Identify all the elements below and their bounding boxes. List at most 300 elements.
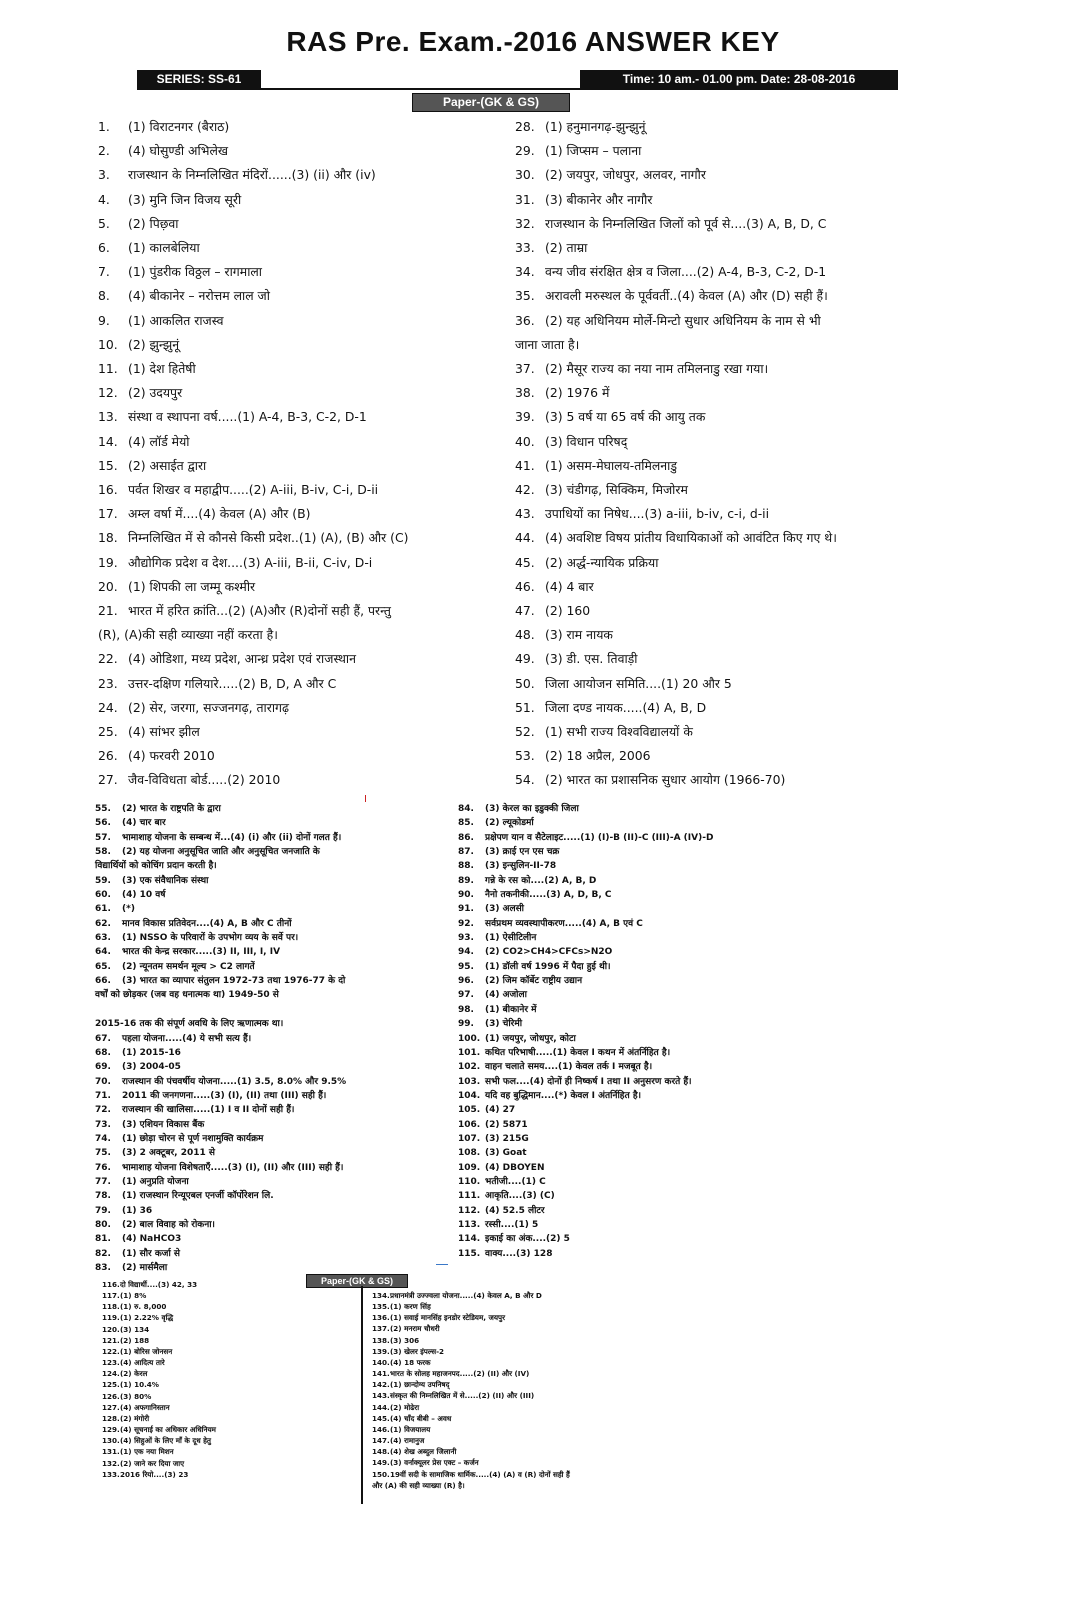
answer-number: 8. — [98, 288, 110, 304]
answer-text: (4) रामानुज — [390, 1436, 425, 1446]
answer-item — [515, 551, 915, 575]
answer-number: 87. — [458, 847, 474, 858]
answer-number: 148. — [372, 1447, 390, 1457]
answer-text: (1) ऐसीटिलीन — [485, 933, 537, 944]
answer-text: उत्तर-दक्षिण गलियारे.....(2) B, D, A और C — [128, 675, 337, 691]
answer-text: दो विद्यार्थी....(3) 42, 33 — [120, 1280, 198, 1289]
answer-item — [102, 1469, 302, 1480]
answer-text: (4) लॉर्ड मेयो — [128, 433, 190, 449]
answer-text: (1) जयपुर, जोधपुर, कोटा — [485, 1033, 576, 1044]
answer-item — [98, 502, 498, 526]
answer-item — [98, 744, 498, 768]
answer-item — [98, 647, 498, 671]
answer-item — [515, 575, 915, 599]
answer-number: 42. — [515, 482, 535, 498]
answer-item — [515, 139, 915, 163]
answer-text: (3) चेरिमी — [485, 1019, 523, 1030]
answer-text: (2) पिछ़वा — [128, 215, 179, 231]
answer-number: 30. — [515, 167, 535, 183]
answer-text: (4) सांभर झील — [128, 724, 200, 740]
answer-item — [458, 831, 818, 845]
answer-item — [102, 1402, 302, 1413]
answer-item — [458, 960, 818, 974]
header-rule — [137, 88, 898, 90]
answer-item — [98, 551, 498, 575]
series-label: SERIES: SS-61 — [137, 70, 261, 88]
answer-item — [372, 1446, 702, 1457]
answer-text: भामाशाह योजना के सम्बन्ध में...(4) (i) और (ii) दोनों गलत हैं। — [122, 832, 342, 843]
answer-number: 79. — [95, 1205, 111, 1216]
answer-number: 48. — [515, 627, 535, 643]
answer-text: (4) ओडिशा, मध्य प्रदेश, आन्ध्र प्रदेश एवं राजस्थान — [128, 651, 357, 667]
answer-number: 112. — [458, 1205, 481, 1216]
answer-number: 97. — [458, 990, 474, 1001]
answer-text: (1) विजयालय — [390, 1424, 431, 1434]
column-divider — [361, 1286, 363, 1504]
answer-text: (4) घोसुण्डी अभिलेख — [128, 143, 228, 159]
answer-item — [515, 623, 915, 647]
answer-item — [95, 888, 455, 902]
answer-text: (4) 4 बार — [545, 578, 594, 594]
answer-text: (2) मनराम चौधरी — [390, 1324, 440, 1334]
answer-item — [458, 802, 818, 816]
answer-text: (3) केरल का इडुक्की जिला — [485, 804, 579, 814]
answer-text: (3) क्राई एन एस चक्र — [485, 847, 560, 858]
answer-text: (3) अलसी — [485, 904, 525, 915]
answer-item — [98, 478, 498, 502]
answer-item — [372, 1323, 702, 1334]
answer-item — [372, 1368, 702, 1379]
answer-number: 70. — [95, 1076, 111, 1087]
answer-number: 7. — [98, 264, 110, 280]
answer-text: (2) जयपुर, जोधपुर, अलवर, नागौर — [545, 167, 706, 183]
answer-text: नैनो तकनीकी.....(3) A, D, B, C — [485, 890, 612, 901]
answer-text: उपाधियों का निषेध....(3) a-iii, b-iv, c-i, d-ii — [545, 506, 770, 522]
answer-text: रस्सी....(1) 5 — [485, 1219, 539, 1230]
answer-item — [515, 454, 915, 478]
answer-text: (2) 18 अप्रैल, 2006 — [545, 748, 651, 764]
answer-text: (4) अजोला — [485, 990, 527, 1001]
answer-number: 92. — [458, 918, 474, 929]
answer-item — [372, 1301, 702, 1312]
answers-column-5 — [102, 1279, 302, 1480]
answer-text: राजस्थान की खालिसा.....(1) I व II दोनों सही हैं। — [122, 1105, 295, 1116]
answer-number: 82. — [95, 1248, 111, 1259]
answer-text: (3) एशियन विकास बैंक — [122, 1119, 205, 1130]
answer-text: (1) असम-मेघालय-तमिलनाडु — [545, 457, 678, 473]
answer-text: (1) 2.22% वृद्धि — [120, 1313, 174, 1323]
answer-item — [98, 454, 498, 478]
answer-number: 104. — [458, 1090, 481, 1101]
answer-text: भारत के सोलह महाजनपद.....(2) (II) और (IV) — [390, 1369, 530, 1379]
answer-item — [98, 115, 498, 139]
answer-text: जिला आयोजन समिति....(1) 20 और 5 — [545, 675, 732, 691]
answer-item — [95, 1132, 455, 1146]
answer-item — [102, 1379, 302, 1390]
answer-continuation: और (A) की सही व्याख्या (R) है। — [372, 1480, 465, 1490]
answer-text: (4) NaHCO3 — [122, 1234, 182, 1245]
answer-number: 69. — [95, 1062, 111, 1073]
answer-item — [95, 1218, 455, 1232]
answer-number: 91. — [458, 904, 474, 915]
answer-text: प्रक्षेपण यान व सैटेलाइट.....(1) (I)-B (II)-C (III)-A (IV)-D — [485, 832, 714, 843]
answer-number: 46. — [515, 578, 535, 594]
answer-item — [98, 333, 498, 357]
answer-text: अरावली मरुस्थल के पूर्ववर्ती..(4) केवल (A) और (D) सही हैं। — [545, 288, 828, 304]
answer-item — [98, 599, 498, 623]
answer-item — [102, 1335, 302, 1346]
answer-text: (4) चाँद बीबी – अवध — [390, 1413, 452, 1423]
answer-text: (2) झुन्झुनूं — [128, 336, 180, 352]
answer-item — [102, 1458, 302, 1469]
answer-item — [515, 672, 915, 696]
answer-text: (1) शिपकी ला जम्मू कश्मीर — [128, 578, 256, 594]
answer-item — [102, 1424, 302, 1435]
answer-number: 47. — [515, 603, 535, 619]
answer-item — [458, 859, 818, 873]
answer-text: जिला दण्ड नायक.....(4) A, B, D — [545, 699, 707, 715]
answer-item — [458, 1017, 818, 1031]
answer-text: (*) — [122, 904, 135, 915]
answer-number: 101. — [458, 1047, 481, 1058]
paper-badge: Paper-(GK & GS) — [412, 93, 570, 112]
answer-number: 13. — [98, 409, 118, 425]
answer-item — [95, 1161, 455, 1175]
blue-mark — [436, 1264, 448, 1265]
answer-item — [98, 720, 498, 744]
answer-number: 142. — [372, 1380, 390, 1390]
answer-number: 57. — [95, 832, 111, 843]
answer-number: 138. — [372, 1335, 390, 1345]
answer-item — [458, 1089, 818, 1103]
answer-number: 22. — [98, 651, 118, 667]
answer-item — [98, 430, 498, 454]
answer-text: (1) देश हितेषी — [128, 361, 196, 377]
answer-item — [515, 599, 915, 623]
answer-number: 28. — [515, 119, 535, 134]
answer-number: 121. — [102, 1335, 120, 1345]
answer-item — [458, 1218, 818, 1232]
answer-number: 134. — [372, 1291, 390, 1300]
answer-text: (1) विराटनगर (बैराठ) — [128, 119, 230, 134]
answer-text: (4) 10 वर्ष — [122, 890, 166, 901]
answer-item — [458, 1232, 818, 1246]
answer-item — [95, 1032, 455, 1046]
answer-item — [458, 988, 818, 1002]
answer-text: (1) 36 — [122, 1205, 153, 1216]
answer-item — [95, 945, 455, 959]
answer-item — [372, 1379, 702, 1390]
answer-continuation: विद्यार्थियों को कोचिंग प्रदान करती है। — [95, 861, 217, 872]
answer-item — [95, 1146, 455, 1160]
answer-text: (4) सूचनाई का अधिकार अधिनियम — [120, 1425, 216, 1435]
answer-number: 107. — [458, 1133, 481, 1144]
answer-item — [515, 478, 915, 502]
answers-column-6 — [372, 1290, 702, 1491]
answer-item — [98, 260, 498, 284]
answer-item — [515, 212, 915, 236]
answer-text: जैव-विविधता बोर्ड.....(2) 2010 — [128, 772, 281, 788]
answer-number: 24. — [98, 699, 118, 715]
answer-item — [515, 115, 915, 139]
answer-item — [458, 1075, 818, 1089]
answer-item — [95, 1232, 455, 1246]
answer-number: 44. — [515, 530, 535, 546]
answer-continuation: (R), (A)की सही व्याख्या नहीं करता है। — [98, 627, 278, 643]
answer-number: 25. — [98, 724, 118, 740]
answer-text: (4) शेख अब्दुल जिलानी — [390, 1447, 457, 1457]
answer-text: राजस्थान के निम्नलिखित जिलों को पूर्व से....(3) A, B, D, C — [545, 215, 827, 231]
answer-item — [98, 575, 498, 599]
answer-item — [98, 768, 498, 792]
answer-item — [98, 696, 498, 720]
answer-text: (4) DBOYEN — [485, 1162, 545, 1173]
answer-text: (1) 10.4% — [120, 1380, 160, 1390]
answer-item — [515, 188, 915, 212]
answer-text: (1) NSSO के परिवारों के उपभोग व्यय के सर्वे पर। — [122, 933, 299, 944]
answer-text: (2) यह अधिनियम मोर्ले-मिन्टो सुधार अधिनियम के नाम से भी — [545, 312, 821, 328]
answer-text: भामाशाह योजना विशेषताएँ.....(3) (I), (II) और (III) सही हैं। — [122, 1162, 344, 1173]
answer-number: 27. — [98, 772, 118, 788]
answer-text: (1) हनुमानगढ़-झुन्झुनूं — [545, 119, 646, 134]
answer-text: राजस्थान की पंचवर्षीय योजना.....(1) 3.5, 8.0% और 9.5% — [122, 1076, 347, 1087]
answer-item — [102, 1391, 302, 1402]
answer-item — [515, 163, 915, 187]
answer-number: 100. — [458, 1033, 481, 1044]
page-title: RAS Pre. Exam.-2016 ANSWER KEY — [286, 26, 780, 57]
answer-text: (2) मोढेरा — [390, 1402, 420, 1412]
answer-number: 43. — [515, 506, 535, 522]
answer-item — [102, 1324, 302, 1335]
answer-text: (4) अवशिष्ट विषय प्रांतीय विधायिकाओं को आवंटित किए गए थे। — [545, 530, 837, 546]
answer-number: 41. — [515, 457, 535, 473]
answer-item — [102, 1301, 302, 1312]
answer-number: 74. — [95, 1133, 111, 1144]
answer-number: 111. — [458, 1191, 481, 1202]
answer-item — [515, 236, 915, 260]
answer-text: (4) 52.5 लीटर — [485, 1205, 545, 1216]
answer-item — [515, 260, 915, 284]
answer-item — [102, 1346, 302, 1357]
answer-item — [98, 526, 498, 550]
answer-number: 34. — [515, 264, 535, 280]
answer-number: 140. — [372, 1357, 390, 1367]
answer-text: (2) जाने कर दिया जाए — [120, 1458, 185, 1468]
answer-number: 32. — [515, 215, 535, 231]
answer-item — [95, 1103, 455, 1117]
answer-text: (3) बीकानेर और नागौर — [545, 191, 653, 207]
answer-number: 11. — [98, 361, 118, 377]
answer-number: 38. — [515, 385, 535, 401]
answer-number: 96. — [458, 976, 474, 987]
answer-text: भारत की केन्द्र सरकार.....(3) II, III, I, IV — [122, 947, 281, 958]
answer-text: (1) छोड़ा चोरन से पूर्ण नशामुक्ति कार्यक्रम — [122, 1133, 264, 1144]
answer-number: 49. — [515, 651, 535, 667]
answer-text: (3) 215G — [485, 1133, 529, 1144]
answer-item — [98, 188, 498, 212]
answer-number: 124. — [102, 1369, 120, 1379]
answer-number: 81. — [95, 1234, 111, 1245]
answer-number: 33. — [515, 240, 535, 256]
answer-text: (2) अर्द्ध-न्यायिक प्रक्रिया — [545, 554, 659, 570]
answer-item — [102, 1279, 302, 1290]
answer-number: 78. — [95, 1191, 111, 1202]
answer-text: (2) भारत के राष्ट्रपति के द्वारा — [122, 804, 221, 814]
answer-number: 39. — [515, 409, 535, 425]
answer-number: 21. — [98, 603, 118, 619]
answer-number: 98. — [458, 1004, 474, 1015]
answer-number: 136. — [372, 1313, 390, 1323]
answers-column-1 — [98, 115, 498, 793]
answer-item — [95, 831, 455, 845]
answer-text: (1) डॉली वर्ष 1996 में पैदा हुई थी। — [485, 961, 611, 972]
answer-number: 15. — [98, 457, 118, 473]
answer-item — [98, 284, 498, 308]
answer-item — [515, 647, 915, 671]
answer-text: अम्ल वर्षा में....(4) केवल (A) और (B) — [128, 506, 311, 522]
answer-text: (1) बीकानेर में — [485, 1004, 537, 1015]
answer-item — [372, 1413, 702, 1424]
answer-text: कथित परिभाषी.....(1) केवल I कथन में अंतर्निहित है। — [485, 1047, 671, 1058]
answer-item — [372, 1390, 702, 1401]
answer-text: (2) मार्समैला — [122, 1263, 168, 1273]
answer-number: 35. — [515, 288, 535, 304]
answer-text: (2) केरल — [120, 1369, 148, 1379]
answer-text: (2) न्यूनतम समर्थन मूल्य > C2 लागतें — [122, 961, 255, 972]
answer-item — [458, 816, 818, 830]
answer-number: 16. — [98, 482, 118, 498]
answer-text: (2) मंगोरी — [120, 1413, 150, 1423]
answer-number: 122. — [102, 1346, 120, 1356]
answer-item — [98, 212, 498, 236]
answer-number: 72. — [95, 1105, 111, 1116]
answer-item — [515, 744, 915, 768]
answer-number: 90. — [458, 890, 474, 901]
answer-item — [98, 672, 498, 696]
answer-number: 54. — [515, 772, 535, 788]
answer-number: 62. — [95, 918, 111, 929]
answer-number: 110. — [458, 1176, 481, 1187]
answer-number: 67. — [95, 1033, 111, 1044]
answer-number: 19. — [98, 554, 118, 570]
answer-item — [458, 845, 818, 859]
answer-number: 139. — [372, 1346, 390, 1356]
answer-item — [372, 1335, 702, 1346]
answer-text: (4) अफगानिस्तान — [120, 1402, 170, 1412]
answer-item — [372, 1457, 702, 1468]
answer-text: राजस्थान के निम्नलिखित मंदिरों......(3) (ii) और (iv) — [128, 167, 376, 183]
answer-number: 1. — [98, 119, 110, 134]
answer-text: सभी फल....(4) दोनों ही निष्कर्ष I तथा II अनुसरण करते हैं। — [485, 1076, 692, 1087]
answer-number: 128. — [102, 1413, 120, 1423]
answer-item — [95, 1075, 455, 1089]
answer-item — [458, 1204, 818, 1218]
answer-number: 64. — [95, 947, 111, 958]
answer-number: 144. — [372, 1402, 390, 1412]
answer-item — [95, 902, 455, 916]
answer-text: (2) 188 — [120, 1335, 150, 1345]
answer-item — [95, 931, 455, 945]
answer-number: 126. — [102, 1391, 120, 1401]
answer-number: 68. — [95, 1047, 111, 1058]
answer-item — [515, 357, 915, 381]
answer-text: (2) 5871 — [485, 1119, 528, 1130]
answer-number: 36. — [515, 312, 535, 328]
answer-number: 118. — [102, 1302, 120, 1312]
answer-item — [458, 1189, 818, 1203]
answer-text: (4) सिहुओं के लिए माँ के दूध हेतु — [120, 1436, 212, 1446]
answer-number: 51. — [515, 699, 535, 715]
answer-text: (3) 134 — [120, 1324, 150, 1334]
answer-text: 19वीं सदी के सामाजिक धार्मिक.....(4) (A) व (R) दोनों सही हैं — [390, 1469, 570, 1479]
answer-text: (3) विधान परिषद् — [545, 433, 628, 449]
answer-text: संस्था व स्थापना वर्ष.....(1) A-4, B-3, C-2, D-1 — [128, 409, 367, 425]
answer-number: 120. — [102, 1324, 120, 1334]
answer-text: (2) यह योजना अनुसूचित जाति और अनुसूचित जनजाति के — [122, 847, 320, 858]
answer-text: पहला योजना.....(4) ये सभी सत्य हैं। — [122, 1033, 252, 1044]
answer-item — [95, 802, 455, 816]
answer-item — [458, 1247, 818, 1261]
answer-item — [95, 845, 455, 859]
answer-text: 2011 की जनगणना.....(3) (I), (II) तथा (III) सही हैं। — [122, 1090, 327, 1101]
answer-text: संस्कृत की निम्नलिखित में से.....(2) (II) और (III) — [390, 1391, 535, 1401]
answer-text: (2) 1976 में — [545, 385, 610, 401]
answer-number: 5. — [98, 215, 110, 231]
answer-number: 88. — [458, 861, 474, 872]
answer-item — [102, 1368, 302, 1379]
answer-number: 50. — [515, 675, 535, 691]
answer-text: (2) 160 — [545, 603, 591, 619]
answer-item — [98, 309, 498, 333]
answer-number: 6. — [98, 240, 110, 256]
answer-text: (3) 5 वर्ष या 65 वर्ष की आयु तक — [545, 409, 706, 425]
answers-column-4 — [458, 802, 818, 1261]
answer-item — [458, 1161, 818, 1175]
answer-number: 135. — [372, 1302, 390, 1312]
answer-item — [372, 1424, 702, 1435]
answer-number: 66. — [95, 976, 111, 987]
answer-item — [515, 526, 915, 550]
answer-number: 58. — [95, 847, 111, 858]
answer-number: 132. — [102, 1458, 120, 1468]
answer-text: (2) बाल विवाह को रोकना। — [122, 1219, 215, 1230]
answer-text: सर्वप्रथम व्यवस्थापीकरण.....(4) A, B एवं C — [485, 918, 643, 929]
answer-number: 105. — [458, 1105, 481, 1116]
answer-item — [95, 1003, 455, 1017]
answer-number: 23. — [98, 675, 118, 691]
answer-text: (4) 27 — [485, 1105, 516, 1116]
answer-number: 149. — [372, 1458, 390, 1468]
answer-text: (1) सौर कर्जा से — [122, 1248, 180, 1259]
answer-text: (1) 2015-16 — [122, 1047, 181, 1058]
answer-number: 29. — [515, 143, 535, 159]
answer-number: 20. — [98, 578, 118, 594]
answer-item — [95, 1189, 455, 1203]
answer-item — [95, 1204, 455, 1218]
answer-continuation: 2015-16 तक की संपूर्ण अवधि के लिए ऋणात्मक था। — [95, 1019, 284, 1030]
answer-number: 147. — [372, 1436, 390, 1446]
answer-item — [98, 163, 498, 187]
answer-text: (4) आदित्य तारे — [120, 1358, 165, 1368]
answer-text: (4) 18 फरक — [390, 1357, 431, 1367]
answer-item — [95, 874, 455, 888]
answer-item — [458, 917, 818, 931]
answer-number: 10. — [98, 336, 118, 352]
answer-item — [98, 405, 498, 429]
answer-number: 75. — [95, 1148, 111, 1159]
answer-text: (3) 306 — [390, 1335, 420, 1345]
answer-text: (1) राजस्थान रिन्यूएबल एनर्जी कॉर्पोरेशन लि. — [122, 1191, 274, 1202]
